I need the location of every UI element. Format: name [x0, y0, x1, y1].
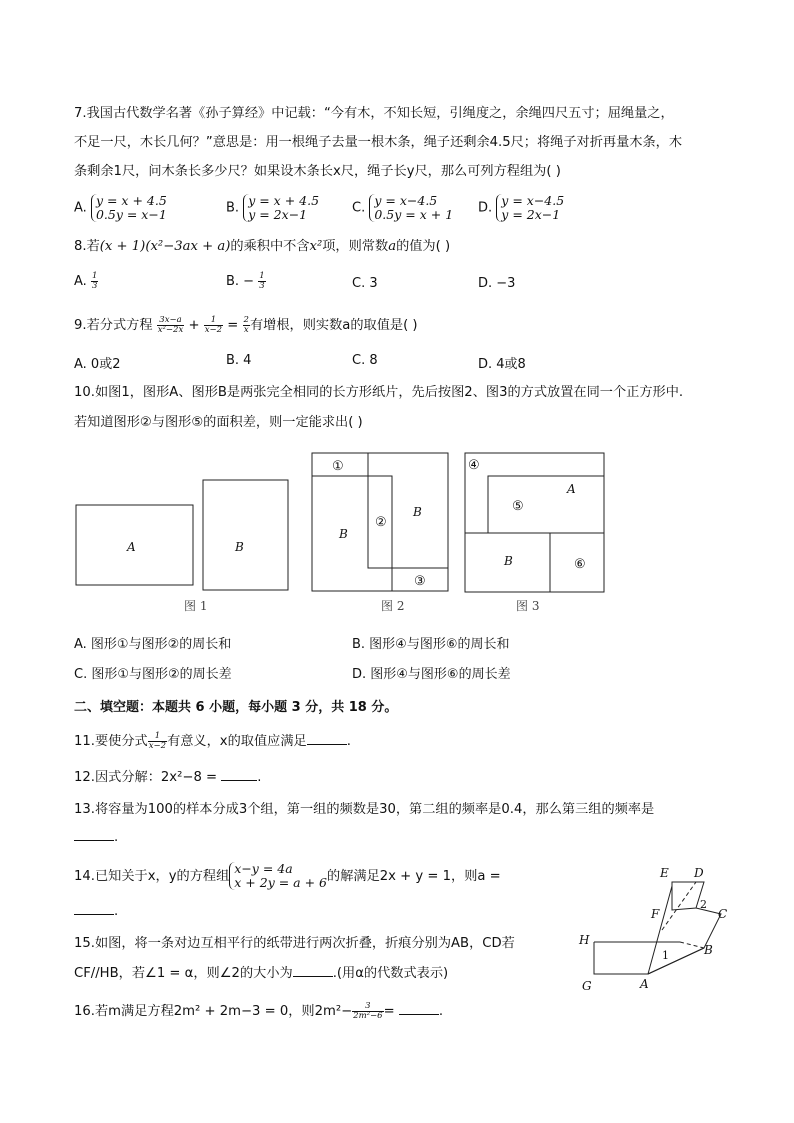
q7-option-c: C. y = x−4.5 0.5y = x + 1: [352, 193, 454, 222]
section-fill-in-blank-heading: 二、填空题：本题共 6 小题，每小题 3 分，共 18 分。: [74, 700, 398, 715]
fig1-rect-b: [203, 480, 288, 590]
q10-option-a: A. 图形①与图形②的周长和: [74, 637, 232, 652]
q14-line2: .: [74, 900, 274, 924]
q14-answer-blank[interactable]: [74, 914, 114, 915]
q15-angle-2: 2: [700, 898, 707, 911]
q10-line1: 10.如图1，图形A、图形B是两张完全相同的长方形纸片，先后按图2、图3的方式放置在同一个正方形中.: [74, 385, 684, 400]
fig2-label-b2: B: [413, 505, 422, 519]
q7-option-a-system: y = x + 4.5 0.5y = x−1: [91, 194, 167, 222]
fig1-label-a: A: [127, 540, 136, 554]
q13-line1: 13.将容量为100的样本分成3个组，第一组的频数是30，第二组的频率是0.4，那么第三组的频率是: [74, 802, 655, 817]
q15-label-g: G: [582, 979, 592, 993]
fig3-label-b: B: [504, 554, 513, 568]
q10-line2: 若知道图形②与图形⑤的面积差，则一定能求出( ): [74, 415, 363, 430]
fig1-caption: 图 1: [184, 599, 208, 613]
q12-answer-blank[interactable]: [221, 780, 257, 781]
q7-option-c-system: y = x−4.5 0.5y = x + 1: [369, 194, 453, 222]
fig2-region-3: ③: [414, 574, 426, 589]
fig3-region-4: ④: [468, 458, 480, 473]
q12-stem: 12.因式分解：2x²−8 = .: [74, 770, 262, 785]
q14-system: x−y = 4a x + 2y = a + 6: [229, 862, 327, 890]
q15-line1: 15.如图，将一条对边互相平行的纸带进行两次折叠，折痕分别为AB，CD若: [74, 936, 515, 951]
fig3-rect-a: [488, 476, 604, 533]
q7-option-a: A. y = x + 4.5 0.5y = x−1: [74, 193, 167, 222]
q8-stem: 8.若(x + 1)(x²−3ax + a)的乘积中不含x²项，则常数a的值为( ): [74, 239, 451, 254]
q8-option-b: B. − $\frac{1}{3}$: [226, 271, 265, 291]
q9-option-d: D. 4或8: [478, 357, 526, 372]
q15-line2: CF//HB，若∠1 = α，则∠2的大小为 .(用α的代数式表示): [74, 966, 449, 981]
q9-option-a: A. 0或2: [74, 357, 121, 372]
q11-answer-blank[interactable]: [307, 744, 347, 745]
q10-option-b: B. 图形④与图形⑥的周长和: [352, 637, 510, 652]
q15-label-a: A: [640, 977, 649, 991]
q9-stem: 9.若分式方程 $\frac{3x-a}{\text{x²−2x}}$ + $\frac{1}{x-2}$ = $\frac{2}{x}$ 有增根，则实数a的取值是( ): [74, 314, 418, 335]
q7-option-d: D. y = x−4.5 y = 2x−1: [478, 193, 565, 222]
fig2-region-2: ②: [375, 515, 387, 530]
q16-answer-blank[interactable]: [399, 1014, 439, 1015]
q8-option-c: C. 3: [352, 276, 378, 291]
fig2-rect-b-right: [368, 453, 448, 568]
q7-option-b-system: y = x + 4.5 y = 2x−1: [243, 194, 319, 222]
q7-option-b: B. y = x + 4.5 y = 2x−1: [226, 193, 320, 222]
q15-label-b: B: [704, 943, 713, 957]
fig3-region-5: ⑤: [512, 499, 524, 514]
q15-figure: [576, 860, 736, 994]
q9-option-b: B. 4: [226, 353, 252, 368]
q15-label-e: E: [660, 866, 669, 880]
fig2-label-b1: B: [339, 527, 348, 541]
q7-line2: 不足一尺，木长几何？”意思是：用一根绳子去量一根木条，绳子还剩余4.5尺；将绳子对折再量木条，木: [74, 135, 683, 150]
q10-option-d: D. 图形④与图形⑥的周长差: [352, 667, 511, 682]
q8-option-d: D. −3: [478, 276, 516, 291]
q10-figures: [70, 448, 610, 618]
q16-stem: 16.若m满足方程2m² + 2m−3 = 0，则2m²− $\frac{3}{\text{2m²−6}}$ = .: [74, 1000, 444, 1021]
q11-stem: 11.要使分式 $\frac{1}{x-2}$ 有意义，x的取值应满足 .: [74, 730, 351, 751]
q14-stem: 14.已知关于x，y的方程组x−y = 4a x + 2y = a + 6的解满足2x + y = 1，则a =: [74, 861, 501, 890]
q7-line1: 7.我国古代数学名著《孙子算经》中记载：“今有木，不知长短，引绳度之，余绳四尺五寸；屈绳量之，: [74, 106, 674, 121]
q15-label-f: F: [651, 907, 660, 921]
q7-option-d-system: y = x−4.5 y = 2x−1: [496, 194, 564, 222]
fig3-caption: 图 3: [516, 599, 540, 613]
fig2-rect-b-left: [312, 476, 392, 591]
q13-line2: .: [74, 826, 734, 850]
fig3-region-6: ⑥: [574, 557, 586, 572]
q7-line3: 条剩余1尺，问木条长多少尺？如果设木条长x尺，绳子长y尺，那么可列方程组为( ): [74, 164, 561, 179]
q8-option-a: A. $\frac{1}{3}$: [74, 271, 98, 291]
q15-angle-1: 1: [662, 949, 669, 962]
q13-answer-blank[interactable]: [74, 840, 114, 841]
fig2-caption: 图 2: [381, 599, 405, 613]
fig1-label-b: B: [235, 540, 244, 554]
fig3-label-a: A: [567, 482, 576, 496]
q15-label-h: H: [579, 933, 590, 947]
q15-label-c: C: [718, 907, 728, 921]
q10-option-c: C. 图形①与图形②的周长差: [74, 667, 232, 682]
q15-label-d: D: [694, 866, 704, 880]
q15-answer-blank[interactable]: [293, 976, 333, 977]
q9-option-c: C. 8: [352, 353, 378, 368]
fig2-region-1: ①: [332, 459, 344, 474]
